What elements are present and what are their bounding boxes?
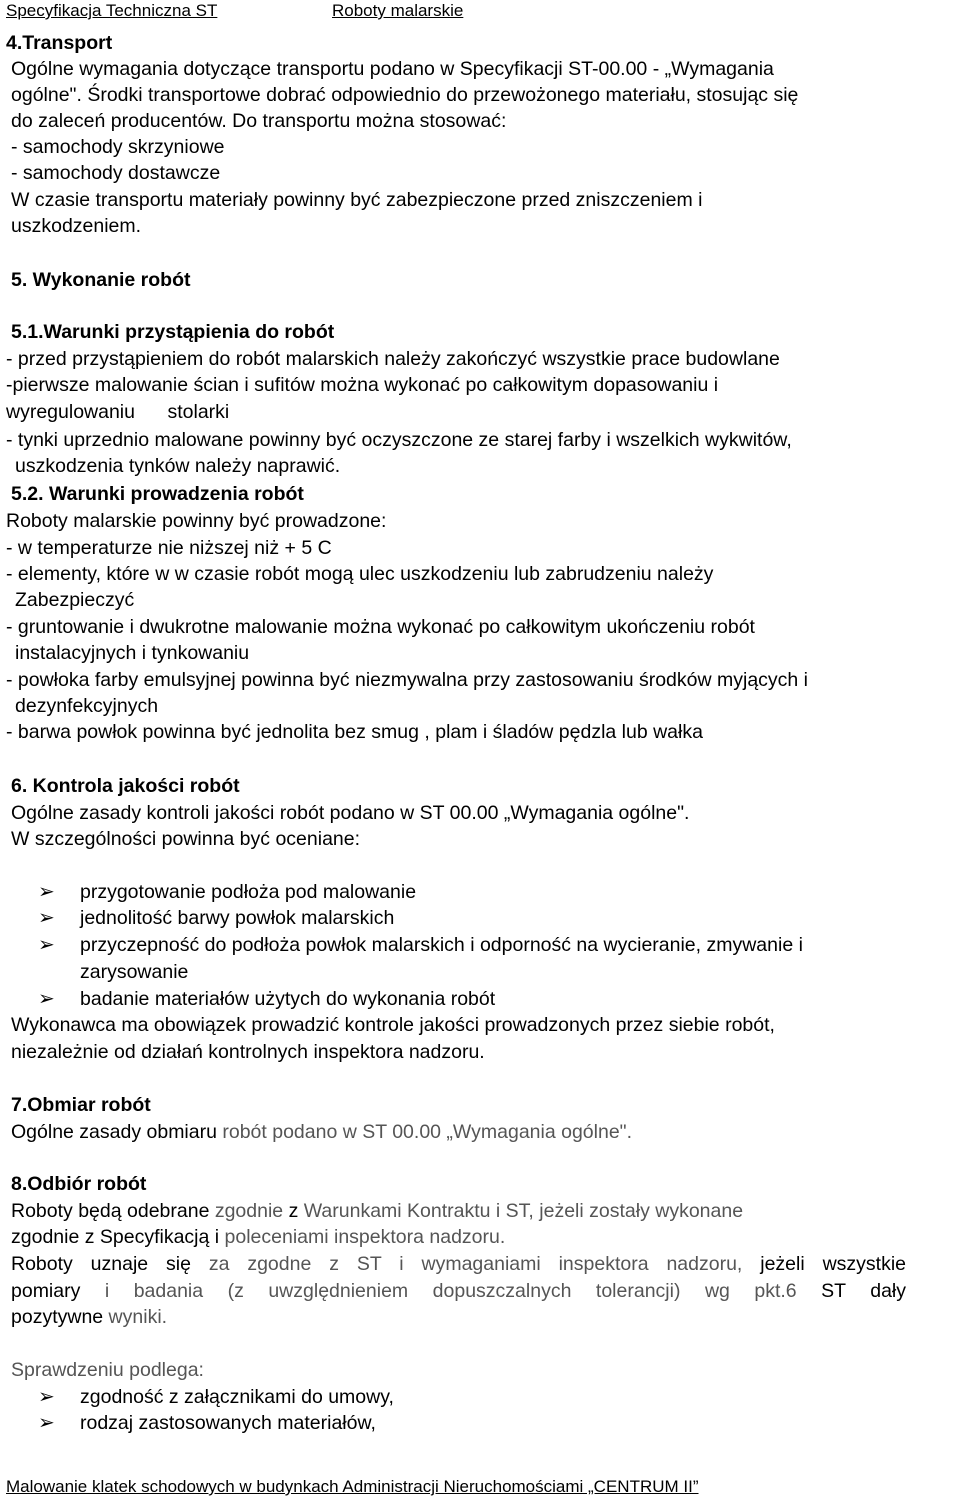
section-4-heading: 4.Transport: [6, 32, 113, 54]
s52-line-2: - w temperaturze nie niższej niż + 5 C: [6, 537, 332, 559]
arrow-bullet-icon: ➢: [38, 934, 55, 956]
s8-line-3: Roboty uznaje się za zgodne z ST i wymaganiami inspektora nadzoru, jeżeli wszystkie: [11, 1253, 907, 1275]
s8-line-6: Sprawdzeniu podlega:: [11, 1359, 204, 1381]
s52-line-1: Roboty malarskie powinny być prowadzone:: [6, 510, 387, 532]
s6-line-3: Wykonawca ma obowiązek prowadzić kontrole jakości prowadzonych przez siebie robót,: [11, 1014, 775, 1036]
s6-bullet-1: przygotowanie podłoża pod malowanie: [80, 881, 417, 903]
s52-line-3: - elementy, które w w czasie robót mogą ulec uszkodzeniu lub zabrudzeniu należy: [6, 563, 714, 585]
s8-bullet-2: rodzaj zastosowanych materiałów,: [80, 1412, 376, 1434]
s51-line-2: -pierwsze malowanie ścian i sufitów można wykonać po całkowitym dopasowaniu i: [6, 374, 719, 396]
arrow-bullet-icon: ➢: [38, 907, 55, 929]
arrow-bullet-icon: ➢: [38, 1412, 55, 1434]
s6-bullet-2: jednolitość barwy powłok malarskich: [80, 907, 395, 929]
s6-bullet-3: przyczepność do podłoża powłok malarskich i odporność na wycieranie, zmywanie i: [80, 934, 803, 956]
section-8-heading: 8.Odbiór robót: [11, 1173, 147, 1195]
s8-line-4: pomiary i badania (z uwzględnieniem dopuszczalnych tolerancji) wg pkt.6 ST dały: [11, 1280, 906, 1302]
s4-line-6: W czasie transportu materiały powinny być zabezpieczone przed zniszczeniem i: [11, 189, 703, 211]
arrow-bullet-icon: ➢: [38, 988, 55, 1010]
section-5-1-heading: 5.1.Warunki przystąpienia do robót: [11, 321, 335, 343]
s8-bullet-1: zgodność z załącznikami do umowy,: [80, 1386, 394, 1408]
header-section-title: Roboty malarskie: [332, 1, 464, 20]
s4-line-4: - samochody skrzyniowe: [11, 136, 225, 158]
section-5-heading: 5. Wykonanie robót: [11, 269, 191, 291]
s51-line-3: wyregulowaniu stolarki: [6, 401, 230, 423]
s51-line-4: - tynki uprzednio malowane powinny być oczyszczone ze starej farby i wszelkich wykwitów,: [6, 429, 792, 451]
s52-line-9: - barwa powłok powinna być jednolita bez smug , plam i śladów pędzla lub wałka: [6, 721, 703, 743]
s51-line-5: uszkodzenia tynków należy naprawić.: [15, 455, 341, 477]
s52-line-4: Zabezpieczyć: [15, 589, 135, 611]
header-spec-title: Specyfikacja Techniczna ST: [6, 1, 218, 20]
page-header: [0, 0, 960, 22]
section-6-heading: 6. Kontrola jakości robót: [11, 775, 240, 797]
s8-line-5: pozytywne wyniki.: [11, 1306, 168, 1328]
s52-line-8: dezynfekcyjnych: [15, 695, 159, 717]
arrow-bullet-icon: ➢: [38, 1386, 55, 1408]
s8-line-2: zgodnie z Specyfikacją i poleceniami inspektora nadzoru.: [11, 1226, 506, 1248]
s6-line-1: Ogólne zasady kontroli jakości robót podano w ST 00.00 „Wymagania ogólne".: [11, 802, 690, 824]
s4-line-2: ogólne". Środki transportowe dobrać odpowiednio do przewożonego materiału, stosując się: [11, 84, 799, 106]
page-footer: Malowanie klatek schodowych w budynkach Administracji Nieruchomościami „CENTRUM II”: [6, 1477, 699, 1496]
s6-bullet-3-cont: zarysowanie: [80, 961, 189, 983]
s4-line-5: - samochody dostawcze: [11, 162, 221, 184]
s52-line-5: - gruntowanie i dwukrotne malowanie można wykonać po całkowitym ukończeniu robót: [6, 616, 755, 638]
arrow-bullet-icon: ➢: [38, 881, 55, 903]
s52-line-7: - powłoka farby emulsyjnej powinna być niezmywalna przy zastosowaniu środków myjących i: [6, 669, 809, 691]
s6-line-4: niezależnie od działań kontrolnych inspektora nadzoru.: [11, 1041, 485, 1063]
s4-line-7: uszkodzeniem.: [11, 215, 142, 237]
s7-line-1: Ogólne zasady obmiaru robót podano w ST 00.00 „Wymagania ogólne".: [11, 1121, 633, 1143]
s4-line-3: do zaleceń producentów. Do transportu można stosować:: [11, 110, 507, 132]
s4-line-1: Ogólne wymagania dotyczące transportu podano w Specyfikacji ST-00.00 - „Wymagania: [11, 58, 774, 80]
section-7-heading: 7.Obmiar robót: [11, 1094, 151, 1116]
s52-line-6: instalacyjnych i tynkowaniu: [15, 642, 250, 664]
s51-line-1: - przed przystąpieniem do robót malarskich należy zakończyć wszystkie prace budowlane: [6, 348, 780, 370]
s6-bullet-4: badanie materiałów użytych do wykonania robót: [80, 988, 496, 1010]
s8-line-1: Roboty będą odebrane zgodnie z Warunkami Kontraktu i ST, jeżeli zostały wykonane: [11, 1200, 744, 1222]
s6-line-2: W szczególności powinna być oceniane:: [11, 828, 361, 850]
section-5-2-heading: 5.2. Warunki prowadzenia robót: [11, 483, 304, 505]
